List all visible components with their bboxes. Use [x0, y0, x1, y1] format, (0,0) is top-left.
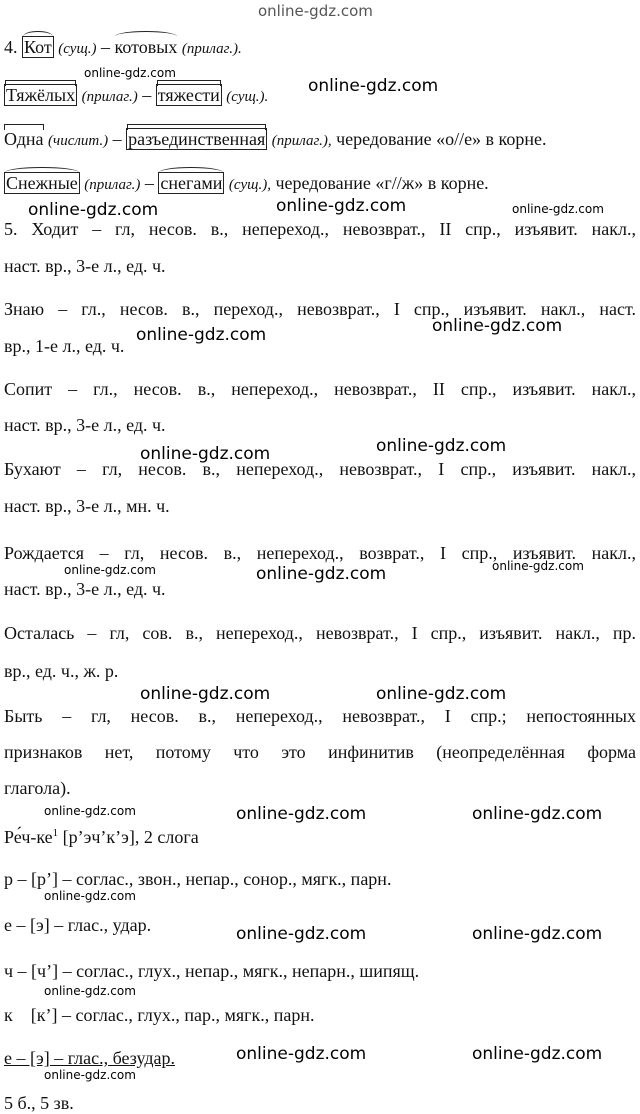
pos-label: (прилаг.): [84, 177, 141, 193]
watermark: online-gdz.com: [44, 984, 136, 998]
footnote-mark: 1: [52, 827, 59, 839]
phonetic-header: [4, 822, 199, 848]
watermark: online-gdz.com: [44, 804, 136, 818]
dash: –: [142, 85, 152, 105]
phonetic-row-r: р – [р’] – соглас., звон., непар., сонор., мягк., парн.: [4, 869, 392, 889]
watermark: online-gdz.com: [472, 1044, 603, 1064]
s4-number: 4.: [4, 37, 18, 57]
alternation-note: чередование «г//ж» в корне.: [275, 173, 489, 193]
watermark: online-gdz.com: [492, 559, 584, 573]
watermark: online-gdz.com: [136, 325, 267, 345]
watermark: online-gdz.com: [376, 684, 507, 704]
word-snezhnye: Снежные: [6, 173, 78, 193]
verb-byt-line2: признаков нет, потому что это инфинитив (неопределённая форма: [4, 742, 636, 762]
word-snegami: снегами: [160, 173, 223, 193]
pos-label: (прилаг.),: [271, 133, 332, 149]
verb-byt-line3: глагола).: [4, 778, 71, 798]
watermark: online-gdz.com: [28, 200, 159, 220]
verb-rozhdaetsya-line2: наст. вр., 3-е л., ед. ч.: [4, 579, 166, 599]
watermark: online-gdz.com: [256, 564, 387, 584]
pos-label: (сущ.): [58, 41, 97, 57]
watermark: online-gdz.com: [140, 684, 271, 704]
verb-khodit-line1: 5. Ходит – гл, несов. в., непереход., невозврат., II спр., изъявит. накл.,: [4, 219, 636, 239]
dash: –: [112, 129, 122, 149]
watermark: online-gdz.com: [276, 196, 407, 216]
watermark: online-gdz.com: [84, 66, 176, 80]
verb-ostalas-line2: вр., ед. ч., ж. р.: [4, 661, 119, 681]
verb-znayu-line2: вр., 1-е л., ед. ч.: [4, 336, 125, 356]
watermark: online-gdz.com: [432, 316, 563, 336]
word-razedinstvennaya: разъединственная: [128, 129, 266, 149]
alternation-note: чередование «о//е» в корне.: [336, 129, 547, 149]
watermark: online-gdz.com: [308, 76, 439, 96]
verb-bukhayut-line1: Бухают – гл, несов. в., непереход., невозврат., I спр., изъявит. накл.,: [4, 459, 636, 479]
verb-ostalas-line1: Осталась – гл, сов. в., непереход., невозврат., I спр., изъявит. накл., пр.: [4, 623, 636, 643]
s4-line2: [4, 84, 268, 108]
phonetic-row-e2: е – [э] – глас., безудар.: [4, 1048, 176, 1068]
transcription: [р’эч’к’э], 2 слога: [62, 827, 199, 847]
s4-line3: [4, 128, 547, 152]
s4-line4: [4, 172, 489, 196]
word-odna: Одна: [4, 129, 44, 149]
top-watermark: online-gdz.com: [258, 2, 373, 20]
verb-sopit-line2: наст. вр., 3-е л., ед. ч.: [4, 415, 166, 435]
pos-label: (сущ.).: [226, 89, 269, 105]
pos-label: (числит.): [48, 133, 109, 149]
word-kotovykh: котовых: [114, 37, 178, 57]
watermark: online-gdz.com: [236, 924, 367, 944]
phonetic-word: Ре́ч-ке: [4, 827, 53, 847]
word-tyazhelykh: Тяжёлых: [6, 85, 76, 105]
watermark: online-gdz.com: [236, 804, 367, 824]
phonetic-row-ch: ч – [ч’] – соглас., глух., непар., мягк., непарн., шипящ.: [4, 961, 420, 981]
dash: –: [101, 37, 111, 57]
verb-khodit-line2: наст. вр., 3-е л., ед. ч.: [4, 256, 166, 276]
verb-sopit-line1: Сопит – гл., несов. в., непереход., невозврат., II спр., изъявит. накл.,: [4, 379, 636, 399]
dash: –: [144, 173, 154, 193]
watermark: online-gdz.com: [44, 1068, 136, 1082]
watermark: online-gdz.com: [472, 804, 603, 824]
watermark: online-gdz.com: [140, 444, 271, 464]
pos-label: (прилаг.): [81, 89, 138, 105]
word-tyazhesti: тяжести: [157, 85, 220, 105]
pos-label: (сущ.),: [228, 177, 271, 193]
phonetic-summary: 5 б., 5 зв.: [4, 1093, 74, 1113]
verb-znayu-line1: Знаю – гл., несов. в., переход., невозврат., I спр., изъявит. накл., наст.: [4, 299, 636, 319]
verb-byt-line1: Быть – гл, несов. в., непереход., невозврат., I спр.; непостоянных: [4, 706, 636, 726]
s4-line1: [4, 36, 242, 60]
watermark: online-gdz.com: [236, 1044, 367, 1064]
watermark: online-gdz.com: [376, 436, 507, 456]
phonetic-row-k: к [к’] – соглас., глух., пар., мягк., парн.: [4, 1005, 315, 1025]
watermark: online-gdz.com: [512, 202, 604, 216]
verb-bukhayut-line2: наст. вр., 3-е л., мн. ч.: [4, 496, 170, 516]
watermark: online-gdz.com: [64, 563, 156, 577]
watermark: online-gdz.com: [44, 889, 136, 903]
word-kot: Кот: [24, 37, 52, 57]
phonetic-row-e1: е – [э] – глас., удар.: [4, 915, 152, 935]
verb-rozhdaetsya-line1: Рождается – гл, несов. в., непереход., возврат., I спр., изъявит. накл.,: [4, 543, 636, 563]
pos-label: (прилаг.).: [181, 41, 242, 57]
watermark: online-gdz.com: [472, 924, 603, 944]
